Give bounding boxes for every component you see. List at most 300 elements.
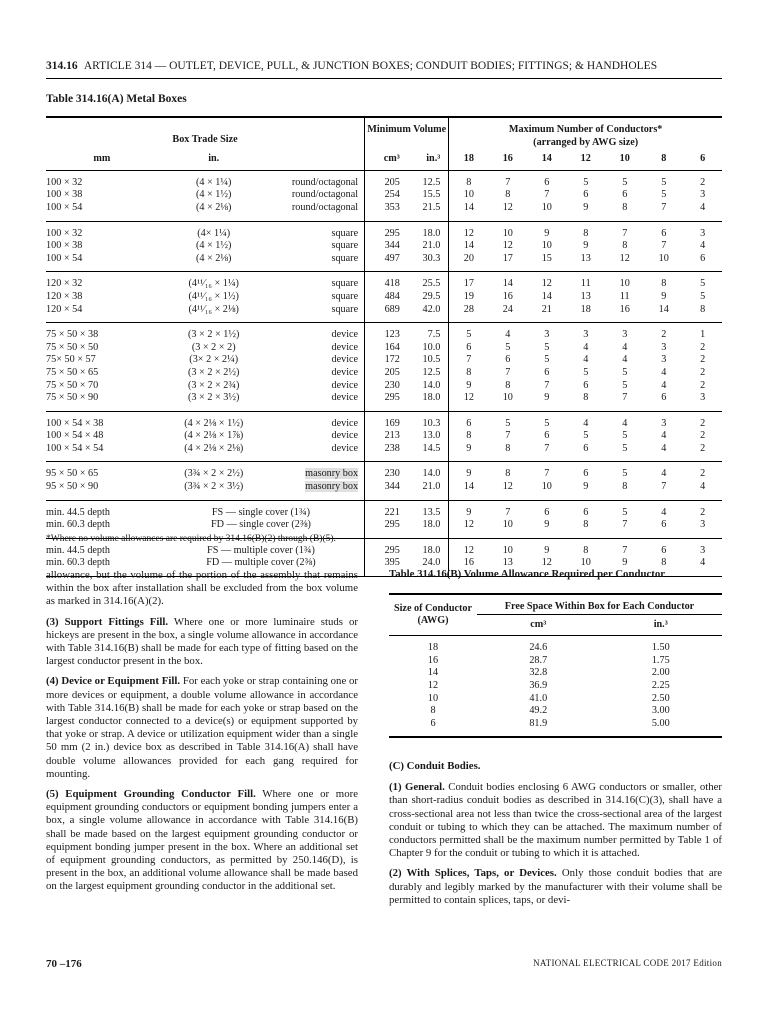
cell-conductors: 9 <box>566 481 605 500</box>
cell-conductors: 2 <box>700 366 706 378</box>
shape-text: square <box>331 252 359 264</box>
h-awg-col: 18 <box>449 149 488 170</box>
cell-conductors: 12 <box>541 278 552 290</box>
cell-conductors: 5 <box>700 278 706 290</box>
h-cm3: cm³ <box>365 149 400 170</box>
description-text: FD — multiple cover (2⅜) <box>206 557 316 569</box>
cell-conductors: 7 <box>544 468 550 480</box>
cell-conductors: 18 <box>566 304 605 323</box>
cell-shape <box>270 430 365 443</box>
cell-conductors: 6 <box>544 366 550 378</box>
cell-conductors: 6 <box>449 342 488 355</box>
cell-in3: 1.75 <box>651 654 670 666</box>
cell-conductors: 6 <box>644 392 683 411</box>
cell-conductors: 6 <box>583 189 589 201</box>
table-row <box>46 202 722 221</box>
cell-conductors: 7 <box>544 189 550 201</box>
table-row <box>46 240 722 253</box>
cell-in3: 18.0 <box>400 519 449 538</box>
page-number: 70 –176 <box>46 958 82 970</box>
cell-cm3: 169 <box>365 411 400 430</box>
cell-shape <box>270 291 365 304</box>
volume-allowance-body <box>389 636 722 738</box>
cell-conductors: 7 <box>661 240 667 252</box>
cell-conductors: 10 <box>644 253 683 272</box>
table-row <box>46 500 722 519</box>
cell-conductors: 5 <box>544 354 550 366</box>
footer-edition: NATIONAL ELECTRICAL CODE 2017 Edition <box>533 958 722 968</box>
cell-mm: min. 44.5 depth <box>46 544 110 556</box>
cell-conductors: 9 <box>449 380 488 393</box>
cell-conductors: 8 <box>449 430 488 443</box>
cell-conductors: 5 <box>622 176 628 188</box>
cell-conductors: 12 <box>449 538 488 557</box>
cell-conductors: 6 <box>505 354 511 366</box>
cell-conductors: 17 <box>488 253 527 272</box>
cell-conductors: 9 <box>583 240 589 252</box>
cell-conductors: 6 <box>544 506 550 518</box>
cell-shape <box>270 443 365 462</box>
cell-mm: 75 × 50 × 90 <box>46 392 158 411</box>
table-row <box>389 636 722 655</box>
cell-conductors: 8 <box>505 189 511 201</box>
cell-shape <box>270 240 365 253</box>
description-text: FS — multiple cover (1¾) <box>207 544 315 556</box>
cell-in: (4 × 2⅛ × 1½) <box>184 417 244 429</box>
cell-conductors: 3 <box>700 189 706 201</box>
shape-text: device <box>331 341 359 353</box>
cell-in: (3 × 2 × 2¾) <box>188 379 240 391</box>
cell-conductors: 7 <box>622 227 628 239</box>
cell-cm3: 254 <box>365 189 400 202</box>
cell-conductors: 6 <box>583 506 589 518</box>
cell-conductors: 8 <box>605 481 644 500</box>
cell-conductors: 6 <box>622 189 628 201</box>
cell-conductors: 6 <box>644 519 683 538</box>
volume-allowance-table <box>389 593 722 738</box>
cell-conductors: 3 <box>544 329 550 341</box>
cell-conductors: 4 <box>583 341 589 353</box>
shape-text: square <box>331 278 359 290</box>
cell-conductors: 8 <box>683 304 722 323</box>
cell-conductors: 6 <box>544 176 550 188</box>
cell-in: (4× 1¼) <box>197 227 231 239</box>
cell-conductors: 3 <box>661 341 667 353</box>
shape-text: round/octagonal <box>291 189 359 201</box>
cell-mm: 95 × 50 × 90 <box>46 481 158 500</box>
cell-mm: 100 × 38 <box>46 240 83 252</box>
cell-conductors: 12 <box>449 519 488 538</box>
cell-cm3: 213 <box>365 430 400 443</box>
cell-conductors: 7 <box>622 544 628 556</box>
cell-conductors: 14 <box>449 202 488 221</box>
cell-in3: 3.00 <box>651 705 670 717</box>
cell-conductors: 6 <box>661 227 667 239</box>
cell-in: (4 × 2⅛) <box>158 253 270 272</box>
cell-conductors: 5 <box>544 341 550 353</box>
h-awg-col: 12 <box>580 153 591 165</box>
cell-conductors: 9 <box>661 290 667 302</box>
cell-conductors: 8 <box>605 202 644 221</box>
cell-cm3: 123 <box>365 323 400 342</box>
cell-conductors: 2 <box>700 354 706 366</box>
cell-awg: 14 <box>427 667 439 679</box>
cell-shape <box>270 170 365 189</box>
cell-conductors: 10 <box>527 481 566 500</box>
cell-in3: 14.0 <box>422 379 441 391</box>
cell-in3: 12.5 <box>422 176 441 188</box>
h2-in3: in.³ <box>599 614 722 636</box>
shape-text: square <box>331 303 359 315</box>
table-row <box>46 462 722 481</box>
cell-conductors: 8 <box>449 170 488 189</box>
cell-mm: 100 × 54 × 48 <box>46 430 104 442</box>
cell-in: (4¹¹⁄₁₆ × 1½) <box>188 290 239 302</box>
cell-conductors: 5 <box>583 430 589 442</box>
cell-conductors: 2 <box>700 468 706 480</box>
cell-conductors: 9 <box>605 557 644 576</box>
cell-conductors: 8 <box>583 227 589 239</box>
cell-conductors: 2 <box>700 379 706 391</box>
table-row <box>389 680 722 693</box>
cell-conductors: 5 <box>622 379 628 391</box>
cell-conductors: 14 <box>449 240 488 253</box>
h-awg-col: 8 <box>661 153 667 165</box>
cell-conductors: 8 <box>449 367 488 380</box>
description-text: FD — single cover (2⅜) <box>211 519 311 531</box>
cell-mm: 120 × 54 <box>46 304 158 323</box>
cell-conductors: 14 <box>541 290 552 302</box>
cell-conductors: 9 <box>449 500 488 519</box>
cell-conductors: 6 <box>449 411 488 430</box>
cell-conductors: 10 <box>502 227 513 239</box>
cell-conductors: 2 <box>700 430 706 442</box>
cell-conductors: 3 <box>700 227 706 239</box>
cell-conductors: 4 <box>505 329 511 341</box>
cell-conductors: 3 <box>683 519 722 538</box>
cell-conductors: 6 <box>583 468 589 480</box>
cell-in: (3¾ × 2 × 2½) <box>184 468 244 480</box>
cell-cm3: 81.9 <box>529 717 548 729</box>
cell-in3: 12.5 <box>422 366 441 378</box>
cell-conductors: 4 <box>661 506 667 518</box>
table-row <box>46 392 722 411</box>
cell-conductors: 5 <box>661 176 667 188</box>
shape-text: device <box>331 354 359 366</box>
h-awg-col: 14 <box>541 153 552 165</box>
table-row <box>46 354 722 367</box>
cell-conductors: 8 <box>566 519 605 538</box>
cell-conductors: 10 <box>541 240 552 252</box>
metal-boxes-body <box>46 170 722 576</box>
cell-in: (4 × 2⅛) <box>158 202 270 221</box>
cell-conductors: 13 <box>488 557 527 576</box>
table-row <box>46 443 722 462</box>
cell-cm3: 49.2 <box>529 705 548 717</box>
cell-conductors: 8 <box>622 240 628 252</box>
cell-conductors: 5 <box>661 189 667 201</box>
header-section: 314.16 <box>46 60 78 72</box>
cell-conductors: 5 <box>583 366 589 378</box>
table-row <box>46 430 722 443</box>
para-device-fill: (4) Device or Equipment Fill. For each yoke or strap containing one or more devices or equipment, a double volume allowance in accordance with Table 314.16(B) shall be made for each yoke or strap based on the largest conductor connected to a device(s) or equipment supported by that yoke or strap. A device or utilization equipment wider than a single 50 mm (2 in.) device box as described in Table 314.16(A) shall have double volume allowances provided for each gang required for mounting. <box>46 675 358 780</box>
cell-cm3: 353 <box>365 202 400 221</box>
cell-conductors: 15 <box>527 253 566 272</box>
cell-conductors: 7 <box>605 392 644 411</box>
table-row <box>389 693 722 706</box>
cell-conductors: 11 <box>619 290 630 302</box>
cell-conductors: 9 <box>544 544 550 556</box>
cell-conductors: 28 <box>449 304 488 323</box>
right-column <box>389 760 722 914</box>
cell-mm: 75 × 50 × 38 <box>46 329 99 341</box>
cell-cm3: 344 <box>365 240 400 253</box>
cell-cm3: 164 <box>365 342 400 355</box>
cell-in: (4 × 1½) <box>195 240 232 252</box>
cell-conductors: 14 <box>502 278 513 290</box>
cell-conductors: 5 <box>505 417 511 429</box>
shape-text: masonry box <box>305 481 359 493</box>
shape-text: device <box>331 366 359 378</box>
para-support-fittings: (3) Support Fittings Fill. Where one or more luminaire studs or hickeys are present in the box, a single volume allowance in accordance with Table 314.16(B) shall be made for each type of fitting based on the largest conductor present in the box. <box>46 615 358 668</box>
cell-conductors: 4 <box>622 417 628 429</box>
cell-in3: 21.5 <box>400 202 449 221</box>
cell-conductors: 12 <box>527 557 566 576</box>
cell-in3: 25.5 <box>422 278 441 290</box>
cell-conductors: 7 <box>505 506 511 518</box>
shape-text: device <box>331 417 359 429</box>
cell-conductors: 9 <box>544 227 550 239</box>
cell-conductors: 4 <box>644 443 683 462</box>
table2-title: Table 314.16(B) Volume Allowance Required per Conductor <box>389 568 666 580</box>
cell-conductors: 10 <box>502 544 513 556</box>
h-mm: mm <box>93 153 111 165</box>
cell-cm3: 205 <box>365 170 400 189</box>
cell-conductors: 2 <box>661 329 667 341</box>
cell-cm3: 24.6 <box>529 642 548 654</box>
cell-conductors: 7 <box>605 519 644 538</box>
cell-mm: 100 × 54 <box>46 253 158 272</box>
table-row <box>389 705 722 718</box>
cell-conductors: 7 <box>449 354 488 367</box>
cell-in3: 10.0 <box>422 341 441 353</box>
cell-cm3: 484 <box>365 291 400 304</box>
cell-cm3: 28.7 <box>529 654 548 666</box>
table-row <box>389 667 722 680</box>
cell-cm3: 238 <box>365 443 400 462</box>
cell-conductors: 4 <box>683 481 722 500</box>
cell-conductors: 6 <box>544 430 550 442</box>
table-row <box>46 323 722 342</box>
cell-in: (4 × 1½) <box>195 189 232 201</box>
h-awg: (arranged by AWG size) <box>449 137 722 150</box>
table-row <box>46 253 722 272</box>
cell-in3: 30.3 <box>400 253 449 272</box>
cell-conductors: 6 <box>566 443 605 462</box>
cell-in3: 29.5 <box>422 290 441 302</box>
cell-conductors: 6 <box>661 544 667 556</box>
cell-cm3: 32.8 <box>529 667 548 679</box>
cell-mm: min. 60.3 depth <box>46 519 158 538</box>
cell-in3: 2.50 <box>651 692 670 704</box>
cell-conductors: 4 <box>583 354 589 366</box>
cell-mm: 75 × 50 × 50 <box>46 341 99 353</box>
cell-in3: 13.0 <box>422 430 441 442</box>
cell-cm3: 221 <box>365 500 400 519</box>
cell-conductors: 13 <box>580 290 591 302</box>
cell-awg: 16 <box>427 654 439 666</box>
cell-shape <box>270 354 365 367</box>
table-row <box>46 221 722 240</box>
cell-conductors: 21 <box>527 304 566 323</box>
cell-conductors: 4 <box>661 468 667 480</box>
cell-conductors: 4 <box>583 417 589 429</box>
cell-mm: 100 × 32 <box>46 176 83 188</box>
cell-conductors: 8 <box>488 443 527 462</box>
table-row <box>46 291 722 304</box>
cell-conductors: 8 <box>566 392 605 411</box>
cell-conductors: 16 <box>449 557 488 576</box>
cell-cm3: 497 <box>365 253 400 272</box>
cell-conductors: 8 <box>583 544 589 556</box>
cell-conductors: 9 <box>449 443 488 462</box>
cell-conductors: 4 <box>683 557 722 576</box>
cell-shape <box>270 462 365 481</box>
h-size: Size of Conductor (AWG) <box>393 602 473 627</box>
cell-shape <box>270 189 365 202</box>
table-row <box>46 189 722 202</box>
cell-conductors: 19 <box>449 291 488 304</box>
cell-in: (3 × 2 × 3½) <box>158 392 270 411</box>
cell-conductors: 1 <box>700 329 706 341</box>
cell-conductors: 9 <box>527 519 566 538</box>
cell-cm3: 230 <box>365 462 400 481</box>
cell-description <box>158 500 365 519</box>
cell-conductors: 7 <box>644 481 683 500</box>
metal-boxes-table <box>46 116 722 577</box>
cell-cm3: 230 <box>365 380 400 393</box>
cell-conductors: 2 <box>683 443 722 462</box>
cell-conductors: 5 <box>700 290 706 302</box>
cell-conductors: 3 <box>661 354 667 366</box>
cell-in: (4 × 2⅛ × 1⅞) <box>184 430 244 442</box>
cell-in3: 18.0 <box>422 227 441 239</box>
cell-conductors: 17 <box>449 272 488 291</box>
cell-conductors: 4 <box>622 341 628 353</box>
cell-conductors: 8 <box>505 379 511 391</box>
cell-mm: 100 × 38 <box>46 189 83 201</box>
table-row <box>46 367 722 380</box>
left-column <box>46 569 358 901</box>
cell-conductors: 10 <box>566 557 605 576</box>
cell-shape <box>270 380 365 393</box>
cell-conductors: 12 <box>605 253 644 272</box>
cell-in3: 2.25 <box>651 679 670 691</box>
running-header <box>46 60 722 72</box>
cell-conductors: 20 <box>449 253 488 272</box>
shape-text: square <box>331 227 359 239</box>
cell-conductors: 3 <box>622 329 628 341</box>
cell-conductors: 5 <box>622 506 628 518</box>
cell-in3: 2.00 <box>651 667 670 679</box>
cell-conductors: 10 <box>449 189 488 202</box>
cell-cm3: 36.9 <box>529 679 548 691</box>
cell-conductors: 9 <box>449 462 488 481</box>
table-row <box>46 304 722 323</box>
shape-text: device <box>331 430 359 442</box>
cell-conductors: 9 <box>527 392 566 411</box>
cell-in3: 5.00 <box>651 717 670 729</box>
cell-mm: min. 44.5 depth <box>46 506 110 518</box>
shape-text: device <box>331 329 359 341</box>
cell-conductors: 4 <box>661 379 667 391</box>
cell-in3: 42.0 <box>400 304 449 323</box>
cell-in: (4 × 1¼) <box>195 176 232 188</box>
cell-awg: 10 <box>427 692 439 704</box>
cell-shape <box>270 411 365 430</box>
shape-text: round/octagonal <box>291 176 359 188</box>
cell-conductors: 12 <box>488 202 527 221</box>
cell-in: (3 × 2 × 2) <box>191 341 236 353</box>
cell-mm: 75 × 50 × 65 <box>46 366 99 378</box>
cell-in3: 15.5 <box>422 189 441 201</box>
h-minvol: Minimum Volume <box>365 117 449 137</box>
cell-in3: 18.0 <box>400 392 449 411</box>
cell-cm3: 172 <box>365 354 400 367</box>
cell-conductors: 14 <box>644 304 683 323</box>
cell-in: (3 × 2 × 1½) <box>188 329 240 341</box>
table-row <box>46 411 722 430</box>
cell-in: (3¾ × 2 × 3½) <box>158 481 270 500</box>
cell-shape <box>270 202 365 221</box>
cell-cm3: 295 <box>365 221 400 240</box>
cell-awg: 12 <box>427 679 439 691</box>
cell-conductors: 5 <box>544 417 550 429</box>
cell-mm: 100 × 54 × 38 <box>46 417 104 429</box>
cell-conductors: 5 <box>622 468 628 480</box>
cell-shape <box>270 272 365 291</box>
header-title: ARTICLE 314 — OUTLET, DEVICE, PULL, & JUNCTION BOXES; CONDUIT BODIES; FITTINGS; & HANDHOLES <box>83 60 658 72</box>
cell-cm3: 295 <box>365 519 400 538</box>
cell-conductors: 8 <box>644 557 683 576</box>
cell-conductors: 12 <box>502 240 513 252</box>
cell-shape <box>270 304 365 323</box>
para-splices: (2) With Splices, Taps, or Devices. Only those conduit bodies that are durably and legibly marked by the manufacturer with their volume shall be permitted to contain splices, taps, or devi- <box>389 867 723 906</box>
para-general: (1) General. Conduit bodies enclosing 6 AWG conductors or smaller, other than short-radius conduit bodies as described in 314.16(C)(3), shall have a cross-sectional area not less than twice the cross-sectional area of the largest conduit or tubing to which they can be attached. The maximum number of conductors permitted shall be the maximum number permitted by Table 1 of Chapter 9 for the conduit or tubing to which it is attached. <box>389 781 723 860</box>
cell-shape <box>270 367 365 380</box>
cell-shape <box>270 392 365 411</box>
cell-conductors: 10 <box>619 278 630 290</box>
cell-conductors: 9 <box>566 202 605 221</box>
cell-conductors: 16 <box>502 290 513 302</box>
cell-conductors: 2 <box>700 506 706 518</box>
cell-conductors: 4 <box>683 202 722 221</box>
cell-shape <box>270 481 365 500</box>
cell-conductors: 8 <box>505 468 511 480</box>
cell-conductors: 7 <box>527 443 566 462</box>
cell-conductors: 10 <box>488 519 527 538</box>
cell-conductors: 12 <box>488 481 527 500</box>
cell-in3: 14.0 <box>422 468 441 480</box>
cell-cm3: 344 <box>365 481 400 500</box>
h-awg-col: 16 <box>502 153 513 165</box>
cell-shape <box>270 323 365 342</box>
shape-text: device <box>331 442 359 454</box>
cell-conductors: 24 <box>488 304 527 323</box>
cell-awg: 6 <box>430 717 436 729</box>
cell-conductors: 12 <box>449 392 488 411</box>
cell-conductors: 8 <box>661 278 667 290</box>
